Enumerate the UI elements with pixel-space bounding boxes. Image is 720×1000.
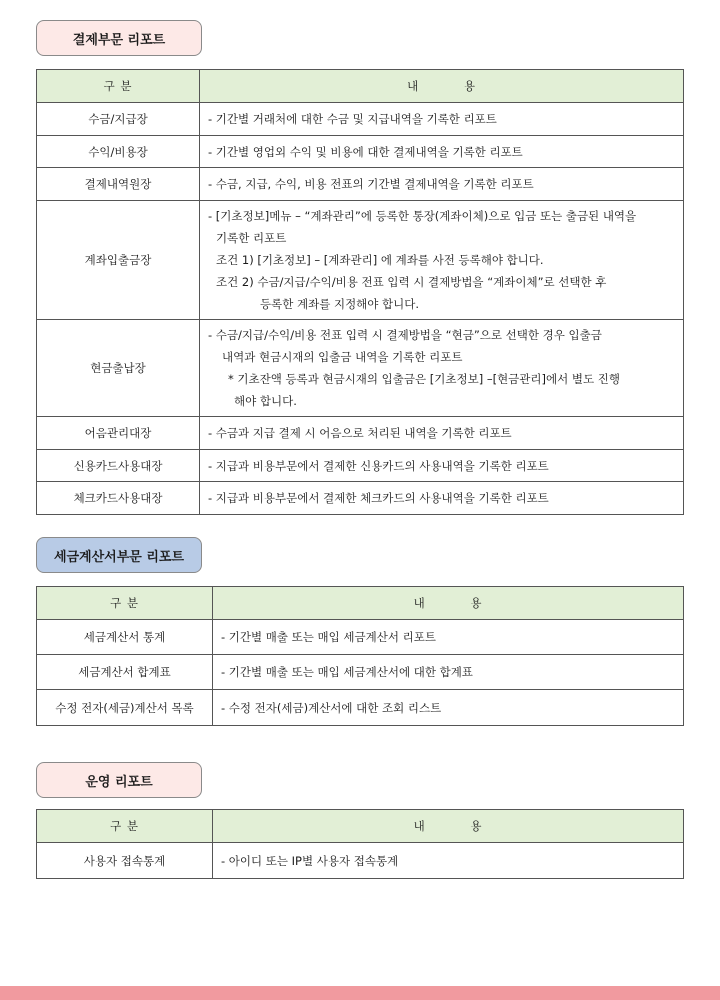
tax-invoice-report-table (36, 586, 684, 726)
desc-line: 조건 1) [기초정보] – [계좌관리] 에 계좌를 사전 등록해야 합니다. (216, 253, 544, 267)
row-category: 현금출납장 (37, 320, 200, 417)
table-row (37, 482, 684, 515)
row-category: 세금계산서 합계표 (37, 655, 213, 690)
table-row (37, 320, 684, 417)
desc-line: 등록한 계좌를 지정해야 합니다. (260, 297, 420, 311)
table-row (37, 103, 684, 136)
section-title-payment: 결제부문 리포트 (36, 20, 202, 56)
header-category: 구 분 (37, 70, 200, 103)
row-category: 계좌입출금장 (37, 201, 200, 320)
row-category: 결제내역원장 (37, 168, 200, 201)
desc-line: - [기초정보]메뉴 – “계좌관리”에 등록한 통장(계좌이체)으로 입금 또는 출금된 내역을 (208, 209, 637, 223)
desc-line: - 수금/지급/수익/비용 전표 입력 시 결제방법을 “현금”으로 선택한 경우 입출금 (208, 328, 602, 342)
desc-line: 내역과 현금시재의 입출금 내역을 기록한 리포트 (222, 350, 463, 364)
row-description: - 수금과 지급 결제 시 어음으로 처리된 내역을 기록한 리포트 (200, 417, 684, 450)
header-category: 구 분 (37, 587, 213, 620)
row-category: 세금계산서 통계 (37, 620, 213, 655)
section-title-operation: 운영 리포트 (36, 762, 202, 798)
table-row (37, 620, 684, 655)
desc-line: * 기초잔액 등록과 현금시재의 입출금은 [기초정보] –[현금관리]에서 별도 진행 (228, 372, 620, 386)
row-category: 수정 전자(세금)계산서 목록 (37, 690, 213, 726)
row-category: 체크카드사용대장 (37, 482, 200, 515)
table-header-row (37, 587, 684, 620)
table-row (37, 417, 684, 450)
row-category: 신용카드사용대장 (37, 450, 200, 482)
row-description: - 수금, 지급, 수익, 비용 전표의 기간별 결제내역을 기록한 리포트 (200, 168, 684, 201)
bottom-decorative-bar (0, 986, 720, 1000)
row-category: 사용자 접속통계 (37, 843, 213, 879)
operation-report-table (36, 809, 684, 879)
table-row (37, 201, 684, 320)
table-row (37, 843, 684, 879)
row-description: - 수정 전자(세금)계산서에 대한 조회 리스트 (213, 690, 684, 726)
table-header-row (37, 70, 684, 103)
table-header-row (37, 810, 684, 843)
table-row (37, 690, 684, 726)
row-description: - 기간별 거래처에 대한 수금 및 지급내역을 기록한 리포트 (200, 103, 684, 136)
header-content: 내 용 (213, 810, 684, 843)
row-description: - 아이디 또는 IP별 사용자 접속통계 (213, 843, 684, 879)
row-description: - 지급과 비용부문에서 결제한 체크카드의 사용내역을 기록한 리포트 (200, 482, 684, 515)
row-description: - 기간별 매출 또는 매입 세금계산서 리포트 (213, 620, 684, 655)
desc-line: 해야 합니다. (234, 394, 297, 408)
desc-line: 기록한 리포트 (216, 231, 287, 245)
row-description: - 기간별 영업외 수익 및 비용에 대한 결제내역을 기록한 리포트 (200, 136, 684, 168)
row-description (200, 320, 684, 417)
payment-report-table (36, 69, 684, 515)
table-row (37, 136, 684, 168)
header-content: 내 용 (213, 587, 684, 620)
row-description: - 지급과 비용부문에서 결제한 신용카드의 사용내역을 기록한 리포트 (200, 450, 684, 482)
row-category: 어음관리대장 (37, 417, 200, 450)
table-row (37, 450, 684, 482)
row-category: 수금/지급장 (37, 103, 200, 136)
table-row (37, 168, 684, 201)
table-row (37, 655, 684, 690)
desc-line: 조건 2) 수금/지급/수익/비용 전표 입력 시 결제방법을 “계좌이체”로 선택한 후 (216, 275, 607, 289)
row-description (200, 201, 684, 320)
row-category: 수익/비용장 (37, 136, 200, 168)
header-category: 구 분 (37, 810, 213, 843)
header-content: 내 용 (200, 70, 684, 103)
row-description: - 기간별 매출 또는 매입 세금계산서에 대한 합계표 (213, 655, 684, 690)
section-title-tax-invoice: 세금계산서부문 리포트 (36, 537, 202, 573)
